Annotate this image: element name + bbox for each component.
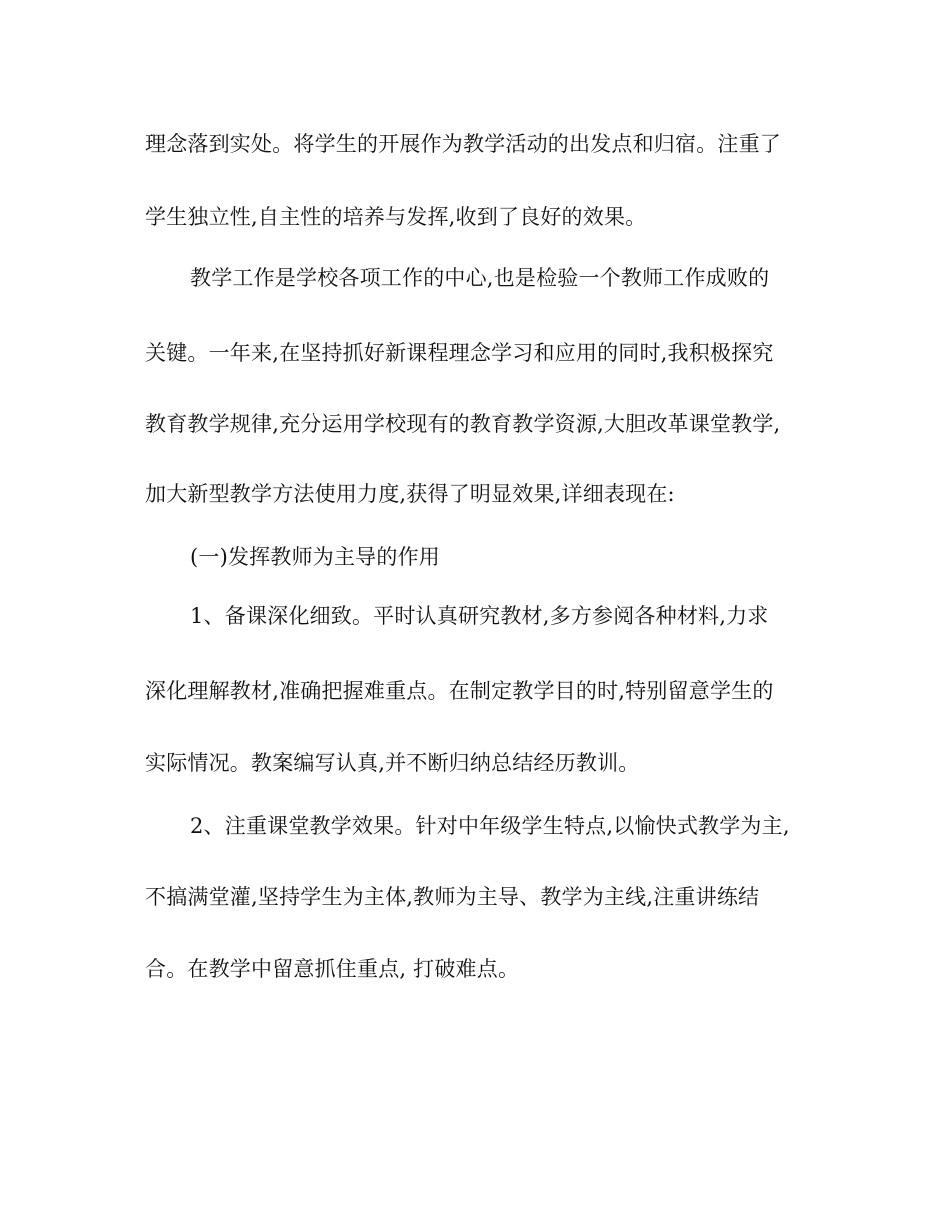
text-line: 不搞满堂灌,坚持学生为主体,教师为主导、教学为主线,注重讲练结 [145, 885, 760, 909]
paragraph-first-line: 2、注重课堂教学效果。针对中年级学生特点,以愉快式教学为主, [190, 814, 790, 838]
section-heading: (一)发挥教师为主导的作用 [190, 545, 440, 569]
paragraph-first-line: 教学工作是学校各项工作的中心,也是检验一个教师工作成败的 [190, 266, 770, 290]
text-line: 关键。一年来,在坚持抓好新课程理念学习和应用的同时,我积极探究 [145, 341, 774, 365]
text-line: 深化理解教材,准确把握难重点。在制定教学目的时,特别留意学生的 [145, 679, 774, 703]
text-line: 合。在教学中留意抓住重点, 打破难点。 [145, 957, 520, 981]
text-line: 学生独立性,自主性的培养与发挥,收到了良好的效果。 [145, 205, 647, 229]
text-line: 教育教学规律,充分运用学校现有的教育教学资源,大胆改革课堂教学, [145, 412, 781, 436]
paragraph-first-line: 1、备课深化细致。平时认真研究教材,多方参阅各种材料,力求 [190, 604, 769, 628]
text-line: 实际情况。教案编写认真,并不断归纳总结经历教训。 [145, 751, 640, 775]
text-line: 加大新型教学方法使用力度,获得了明显效果,详细表现在: [145, 482, 675, 506]
text-line: 理念落到实处。将学生的开展作为教学活动的出发点和归宿。注重了 [145, 132, 781, 156]
